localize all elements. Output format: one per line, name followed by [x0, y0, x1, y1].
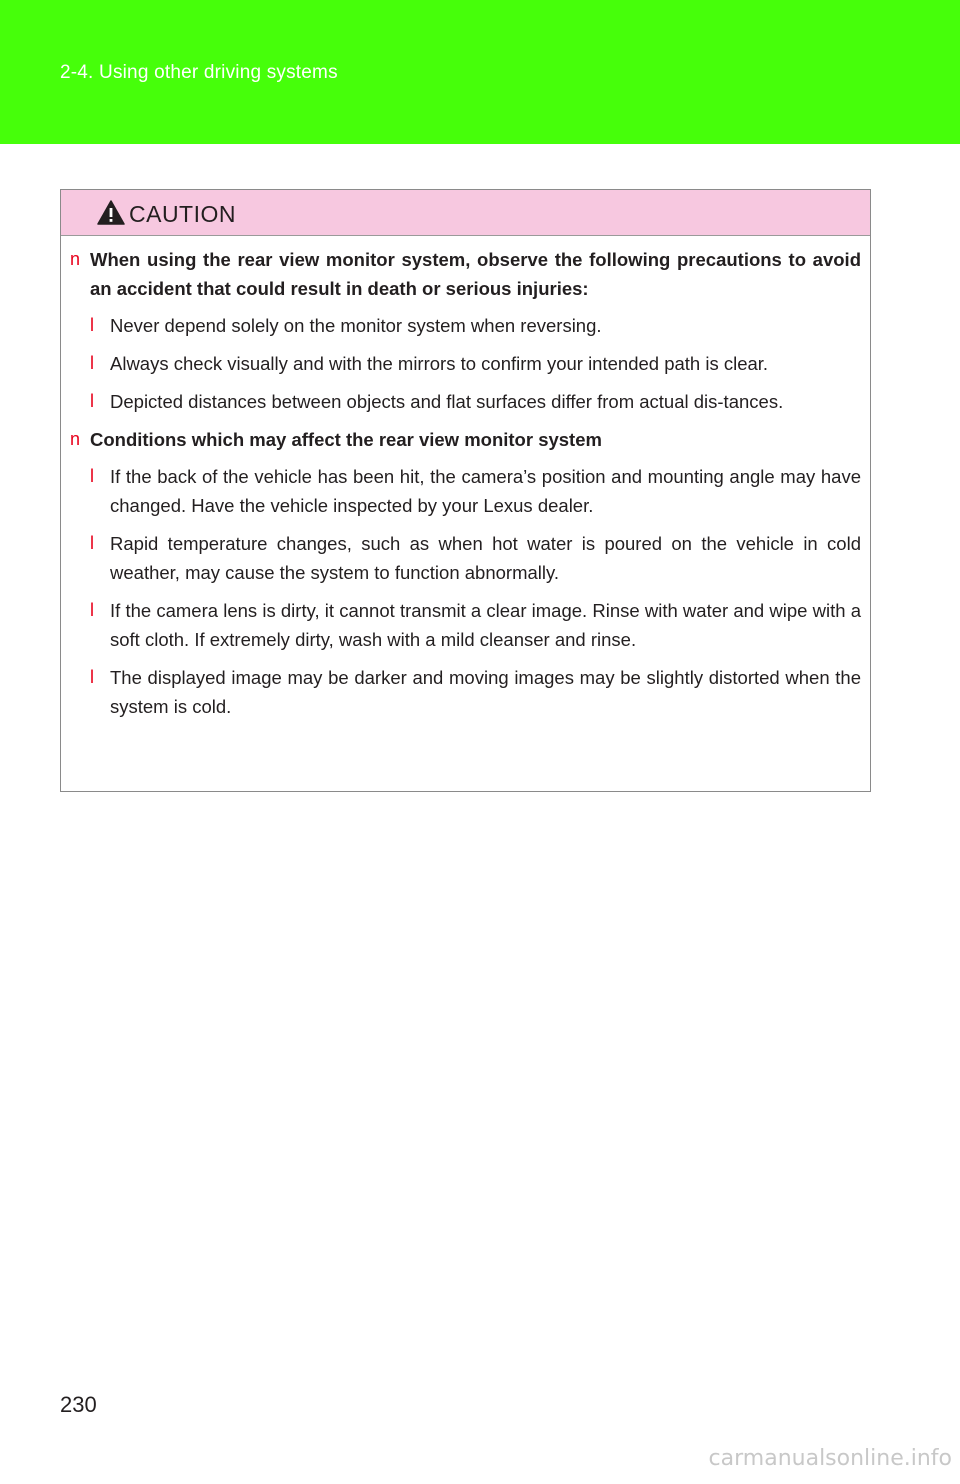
list-item: l The displayed image may be darker and moving images may be slightly distorted when the system is cold.	[90, 663, 861, 721]
caution-body	[61, 236, 870, 721]
caution-title: CAUTION	[129, 201, 236, 227]
header-band	[0, 0, 960, 144]
list-item: l Never depend solely on the monitor system when reversing.	[90, 311, 861, 340]
section-bullet-icon: n	[70, 429, 81, 449]
item-bullet-icon: l	[90, 353, 94, 373]
section-heading: n When using the rear view monitor system, observe the following precautions to avoid an accident that could result in death or serious injuries:	[90, 245, 861, 303]
section-title: 2-4. Using other driving systems	[60, 62, 338, 83]
watermark: carmanualsonline.info	[708, 1446, 952, 1471]
list-item: l If the camera lens is dirty, it cannot transmit a clear image. Rinse with water and wipe with a soft cloth. If extremely dirty, wash with a mild cleanser and rinse.	[90, 596, 861, 654]
item-bullet-icon: l	[90, 391, 94, 411]
item-bullet-icon: l	[90, 533, 94, 553]
caution-section	[61, 425, 870, 721]
caution-header	[61, 190, 870, 236]
warning-triangle-icon	[97, 200, 125, 225]
caution-box	[60, 189, 871, 792]
item-bullet-icon: l	[90, 315, 94, 335]
caution-section	[61, 245, 870, 416]
list-item: l Rapid temperature changes, such as when hot water is poured on the vehicle in cold weather, may cause the system to function abnormally.	[90, 529, 861, 587]
section-heading: n Conditions which may affect the rear view monitor system	[90, 425, 861, 454]
list-item: l Depicted distances between objects and flat surfaces differ from actual dis-tances.	[90, 387, 861, 416]
list-item: l If the back of the vehicle has been hit, the camera’s position and mounting angle may have changed. Have the vehicle inspected by your Lexus dealer.	[90, 462, 861, 520]
item-bullet-icon: l	[90, 600, 94, 620]
item-bullet-icon: l	[90, 667, 94, 687]
page-number: 230	[60, 1392, 97, 1417]
list-item: l Always check visually and with the mirrors to confirm your intended path is clear.	[90, 349, 861, 378]
section-bullet-icon: n	[70, 249, 81, 269]
item-bullet-icon: l	[90, 466, 94, 486]
